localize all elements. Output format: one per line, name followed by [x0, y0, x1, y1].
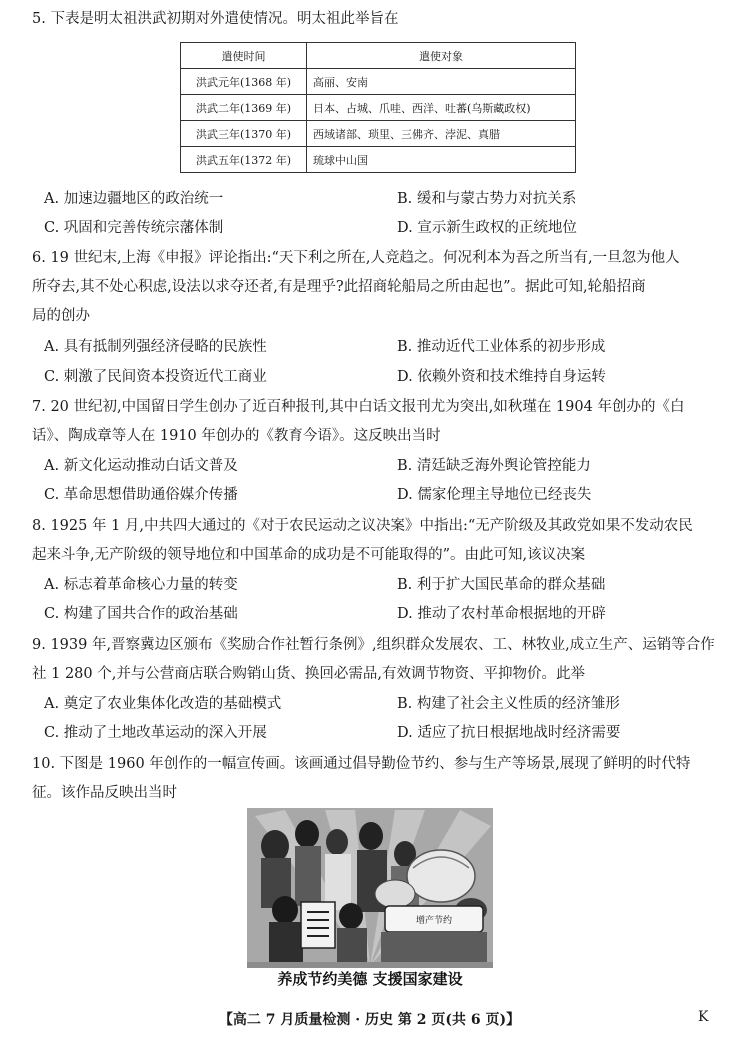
q8-option-a: A. 标志着革命核心力量的转变 — [44, 577, 238, 593]
q8-option-d: D. 推动了农村革命根据地的开辟 — [397, 606, 606, 622]
q8-stem-line: 起来斗争,无产阶级的领导地位和中国革命的成功是不可能取得的”。由此可知,该议决案 — [32, 547, 586, 563]
q7-option-c: C. 革命思想借助通俗媒介传播 — [44, 487, 238, 503]
q8-option-c: C. 构建了国共合作的政治基础 — [44, 606, 238, 622]
q7-stem-line: 话》、陶成章等人在 1910 年创办的《教育今语》。这反映出当时 — [32, 428, 441, 444]
q9-option-d: D. 适应了抗日根据地战时经济需要 — [397, 725, 621, 741]
q9-option-a: A. 奠定了农业集体化改造的基础模式 — [44, 696, 282, 712]
table-cell-time: 洪武元年(1368 年) — [181, 69, 307, 95]
q7-option-b: B. 清廷缺乏海外舆论管控能力 — [397, 458, 591, 474]
q7-option-a: A. 新文化运动推动白话文普及 — [44, 458, 238, 474]
table-cell-time: 洪武五年(1372 年) — [181, 147, 307, 173]
q5-option-c: C. 巩固和完善传统宗藩体制 — [44, 220, 224, 236]
q5-table — [180, 42, 576, 173]
table-row — [181, 95, 576, 121]
poster-caption: 养成节约美德 支援国家建设 — [277, 970, 463, 988]
q10-stem-line: 征。该作品反映出当时 — [32, 785, 177, 801]
table-header-target: 遣使对象 — [307, 43, 576, 69]
table-cell-target: 日本、占城、爪哇、西洋、吐蕃(乌斯藏政权) — [307, 95, 576, 121]
q6-stem-line: 局的创办 — [32, 308, 90, 324]
table-cell-time: 洪武三年(1370 年) — [181, 121, 307, 147]
q6-option-d: D. 依赖外资和技术维持自身运转 — [397, 369, 606, 385]
q5-stem: 5. 下表是明太祖洪武初期对外遣使情况。明太祖此举旨在 — [32, 11, 399, 27]
table-header-time: 遣使时间 — [181, 43, 307, 69]
table-cell-target: 高丽、安南 — [307, 69, 576, 95]
table-row — [181, 69, 576, 95]
page-footer: 【高二 7 月质量检测 · 历史 第 2 页(共 6 页)】 — [218, 1012, 521, 1028]
q5-option-d: D. 宣示新生政权的正统地位 — [397, 220, 577, 236]
q9-option-c: C. 推动了土地改革运动的深入开展 — [44, 725, 267, 741]
table-header-row — [181, 43, 576, 69]
q6-option-a: A. 具有抵制列强经济侵略的民族性 — [44, 339, 267, 355]
version-letter: K — [698, 1009, 709, 1025]
q6-stem-line: 6. 19 世纪末,上海《申报》评论指出:“天下利之所在,人竞趋之。何况利本为吾之所当有,一旦忽为他人 — [32, 250, 680, 266]
q7-stem-line: 7. 20 世纪初,中国留日学生创办了近百种报刊,其中白话文报刊尤为突出,如秋瑾在 1904 年创办的《白 — [32, 399, 685, 415]
q8-option-b: B. 利于扩大国民革命的群众基础 — [397, 577, 606, 593]
propaganda-poster-image — [245, 806, 495, 988]
table-row — [181, 147, 576, 173]
q7-option-d: D. 儒家伦理主导地位已经丧失 — [397, 487, 592, 503]
table-cell-target: 西域诸部、琐里、三佛齐、浡泥、真腊 — [307, 121, 576, 147]
q6-stem-line: 所夺去,其不处心积虑,设法以求夺还者,有是理乎?此招商轮船局之所由起也”。据此可知,轮船招商 — [32, 279, 646, 295]
q6-option-c: C. 刺激了民间资本投资近代工商业 — [44, 369, 267, 385]
table-cell-target: 琉球中山国 — [307, 147, 576, 173]
q6-option-b: B. 推动近代工业体系的初步形成 — [397, 339, 606, 355]
q9-option-b: B. 构建了社会主义性质的经济雏形 — [397, 696, 620, 712]
q5-option-b: B. 缓和与蒙古势力对抗关系 — [397, 191, 577, 207]
table-row — [181, 121, 576, 147]
q8-stem-line: 8. 1925 年 1 月,中共四大通过的《对于农民运动之议决案》中指出:“无产阶级及其政党如果不发动农民 — [32, 518, 693, 534]
poster-sign-text: 增产节约 — [415, 916, 453, 926]
q9-stem-line: 9. 1939 年,晋察冀边区颁布《奖励合作社暂行条例》,组织群众发展农、工、林牧业,成立生产、运销等合作 — [32, 637, 715, 653]
q9-stem-line: 社 1 280 个,并与公营商店联合购销山货、换回必需品,有效调节物资、平抑物价。此举 — [32, 666, 585, 682]
table-cell-time: 洪武二年(1369 年) — [181, 95, 307, 121]
q5-option-a: A. 加速边疆地区的政治统一 — [44, 191, 224, 207]
q10-stem-line: 10. 下图是 1960 年创作的一幅宣传画。该画通过倡导勤俭节约、参与生产等场景,展现了鲜明的时代特 — [32, 756, 691, 772]
